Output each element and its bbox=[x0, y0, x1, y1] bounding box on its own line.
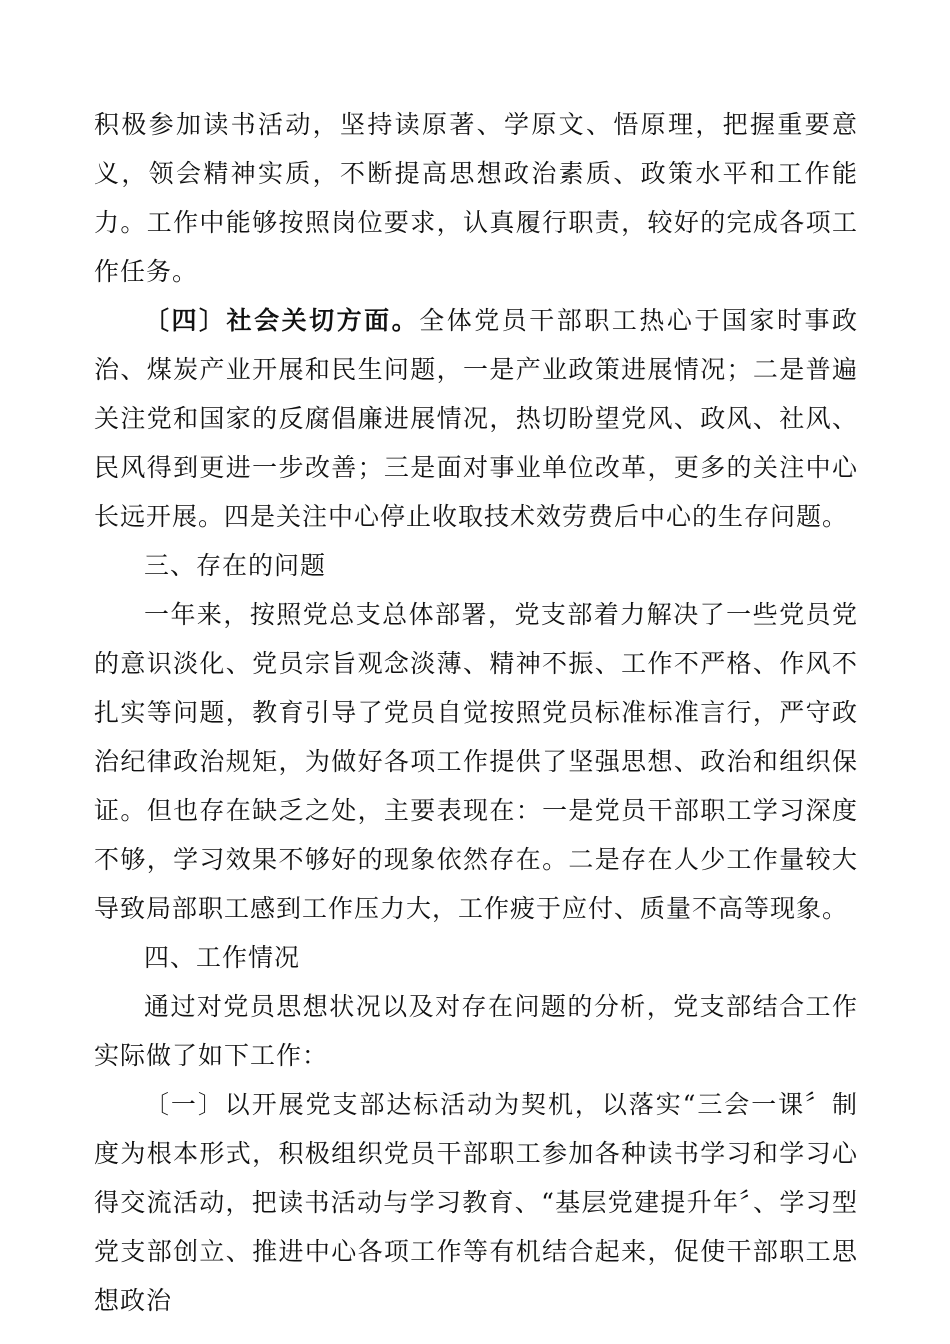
document-page bbox=[94, 100, 858, 1325]
heading-existing-problems: 三、存在的问题 bbox=[144, 551, 327, 580]
paragraph-reading-activities: 积极参加读书活动，坚持读原著、学原文、悟原理，把握重要意义，领会精神实质，不断提高思想政治素质、政策水平和工作能力。工作中能够按照岗位要求，认真履行职责，较好的完成各项工作任务。 bbox=[94, 110, 858, 286]
heading-work-situation: 四、工作情况 bbox=[144, 943, 301, 972]
paragraph-work-item-1: 〔一〕以开展党支部达标活动为契机，以落实“三会一课〞制度为根本形式，积极组织党员干部职工参加各种读书学习和学习心得交流活动，把读书活动与学习教育、“基层党建提升年〞、学习型党支部创立、推进中心各项工作等有机结合起来，促使干部职工思想政治 bbox=[94, 1090, 858, 1315]
section-lead-social-concerns: 〔四〕社会关切方面。 bbox=[144, 306, 420, 335]
paragraph-social-concerns bbox=[94, 296, 858, 541]
social-concerns-body: 全体党员干部职工热心于国家时事政治、煤炭产业开展和民生问题，一是产业政策进展情况；二是普遍关注党和国家的反腐倡廉进展情况，热切盼望党风、政风、社风、民风得到更进一步改善；三是面对事业单位改革，更多的关注中心长远开展。四是关注中心停止收取技术效劳费后中心的生存问题。 bbox=[94, 306, 858, 531]
paragraph-existing-problems: 一年来，按照党总支总体部署，党支部着力解决了一些党员党的意识淡化、党员宗旨观念淡薄、精神不振、工作不严格、作风不扎实等问题，教育引导了党员自觉按照党员标准标准言行，严守政治纪律政治规矩，为做好各项工作提供了坚强思想、政治和组织保证。但也存在缺乏之处，主要表现在：一是党员干部职工学习深度不够，学习效果不够好的现象依然存在。二是存在人少工作量较大导致局部职工感到工作压力大，工作疲于应付、质量不高等现象。 bbox=[94, 600, 858, 923]
paragraph-work-intro: 通过对党员思想状况以及对存在问题的分析，党支部结合工作实际做了如下工作： bbox=[94, 992, 858, 1070]
